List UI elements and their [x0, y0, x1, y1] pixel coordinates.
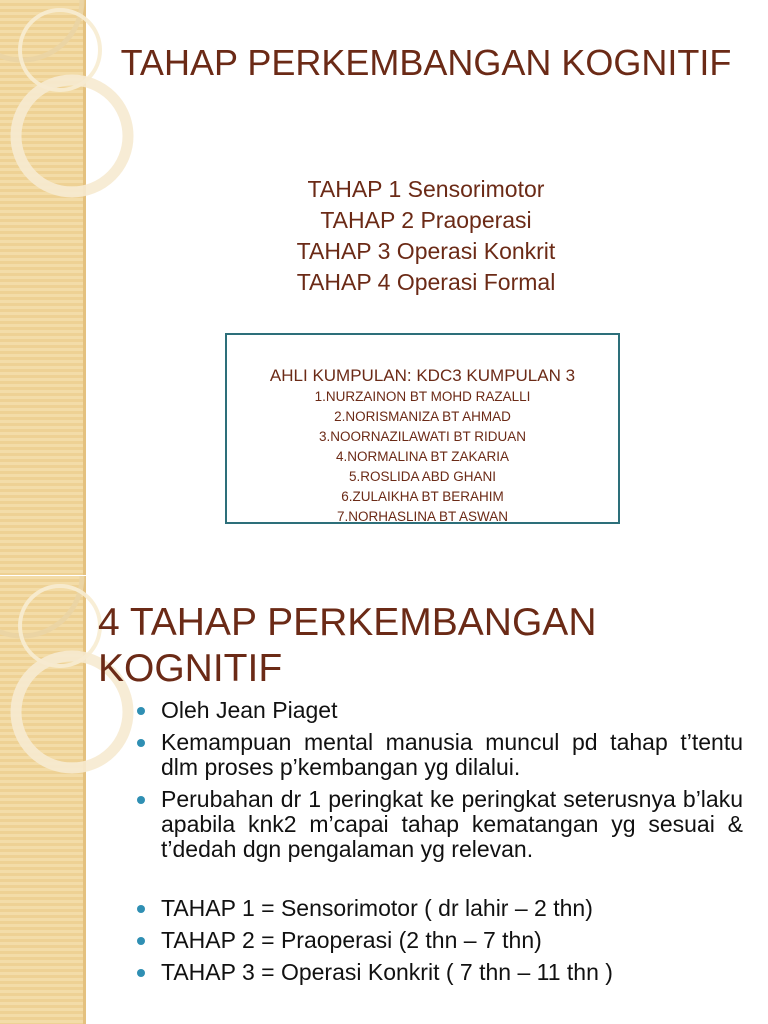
member-item: 7.NORHASLINA BT ASWAN [336, 509, 509, 524]
member-item: 5.ROSLIDA ABD GHANI [348, 469, 497, 484]
bullet-list [133, 698, 743, 992]
member-item: 2.NORISMANIZA BT AHMAD [334, 409, 511, 424]
decorative-strip [0, 0, 86, 576]
bullet-icon [137, 969, 145, 977]
bullet-text: TAHAP 1 = Sensorimotor ( dr lahir – 2 thn) [161, 895, 593, 921]
decorative-strip [0, 576, 86, 1024]
bullet-item [133, 787, 743, 862]
content-slide [0, 576, 768, 1024]
bullet-text: Kemampuan mental manusia muncul pd tahap t’tentu dlm proses p’kembangan yg dilalui. [161, 729, 743, 780]
slide-title: 4 TAHAP PERKEMBANGAN KOGNITIF [98, 601, 597, 690]
stage-item: TAHAP 1 Sensorimotor [307, 176, 545, 202]
bullet-text: TAHAP 2 = Praoperasi (2 thn – 7 thn) [161, 927, 542, 953]
member-item: 3.NOORNAZILAWATI BT RIDUAN [318, 429, 527, 444]
bullet-item [133, 928, 743, 953]
stage-item: TAHAP 2 Praoperasi [320, 207, 532, 233]
stage-item: TAHAP 3 Operasi Konkrit [296, 238, 556, 264]
member-item: 6.ZULAIKHA BT BERAHIM [341, 489, 504, 504]
bullet-item [133, 698, 743, 723]
bullet-icon [137, 937, 145, 945]
bullet-icon [137, 905, 145, 913]
bullet-icon [137, 707, 145, 715]
group-heading: AHLI KUMPULAN: KDC3 KUMPULAN 3 [269, 366, 576, 385]
slide-title: TAHAP PERKEMBANGAN KOGNITIF [120, 42, 732, 83]
member-item: 1.NURZAINON BT MOHD RAZALLI [314, 389, 531, 404]
member-item: 4.NORMALINA BT ZAKARIA [335, 449, 510, 464]
bullet-icon [137, 796, 145, 804]
bullet-item [133, 896, 743, 921]
bullet-item [133, 960, 743, 985]
bullet-text: TAHAP 3 = Operasi Konkrit ( 7 thn – 11 thn ) [161, 959, 613, 985]
stage-item: TAHAP 4 Operasi Formal [296, 269, 556, 295]
bullet-text: Oleh Jean Piaget [161, 697, 338, 723]
stages-list [120, 174, 732, 298]
bullet-text: Perubahan dr 1 peringkat ke peringkat seterusnya b’laku apabila knk2 m’capai tahap kematangan yg sesuai & t’dedah dgn pengalaman yg relevan. [161, 786, 743, 862]
bullet-item [133, 730, 743, 780]
members-list [227, 387, 618, 524]
group-members-box [225, 333, 620, 524]
bullet-icon [137, 739, 145, 747]
